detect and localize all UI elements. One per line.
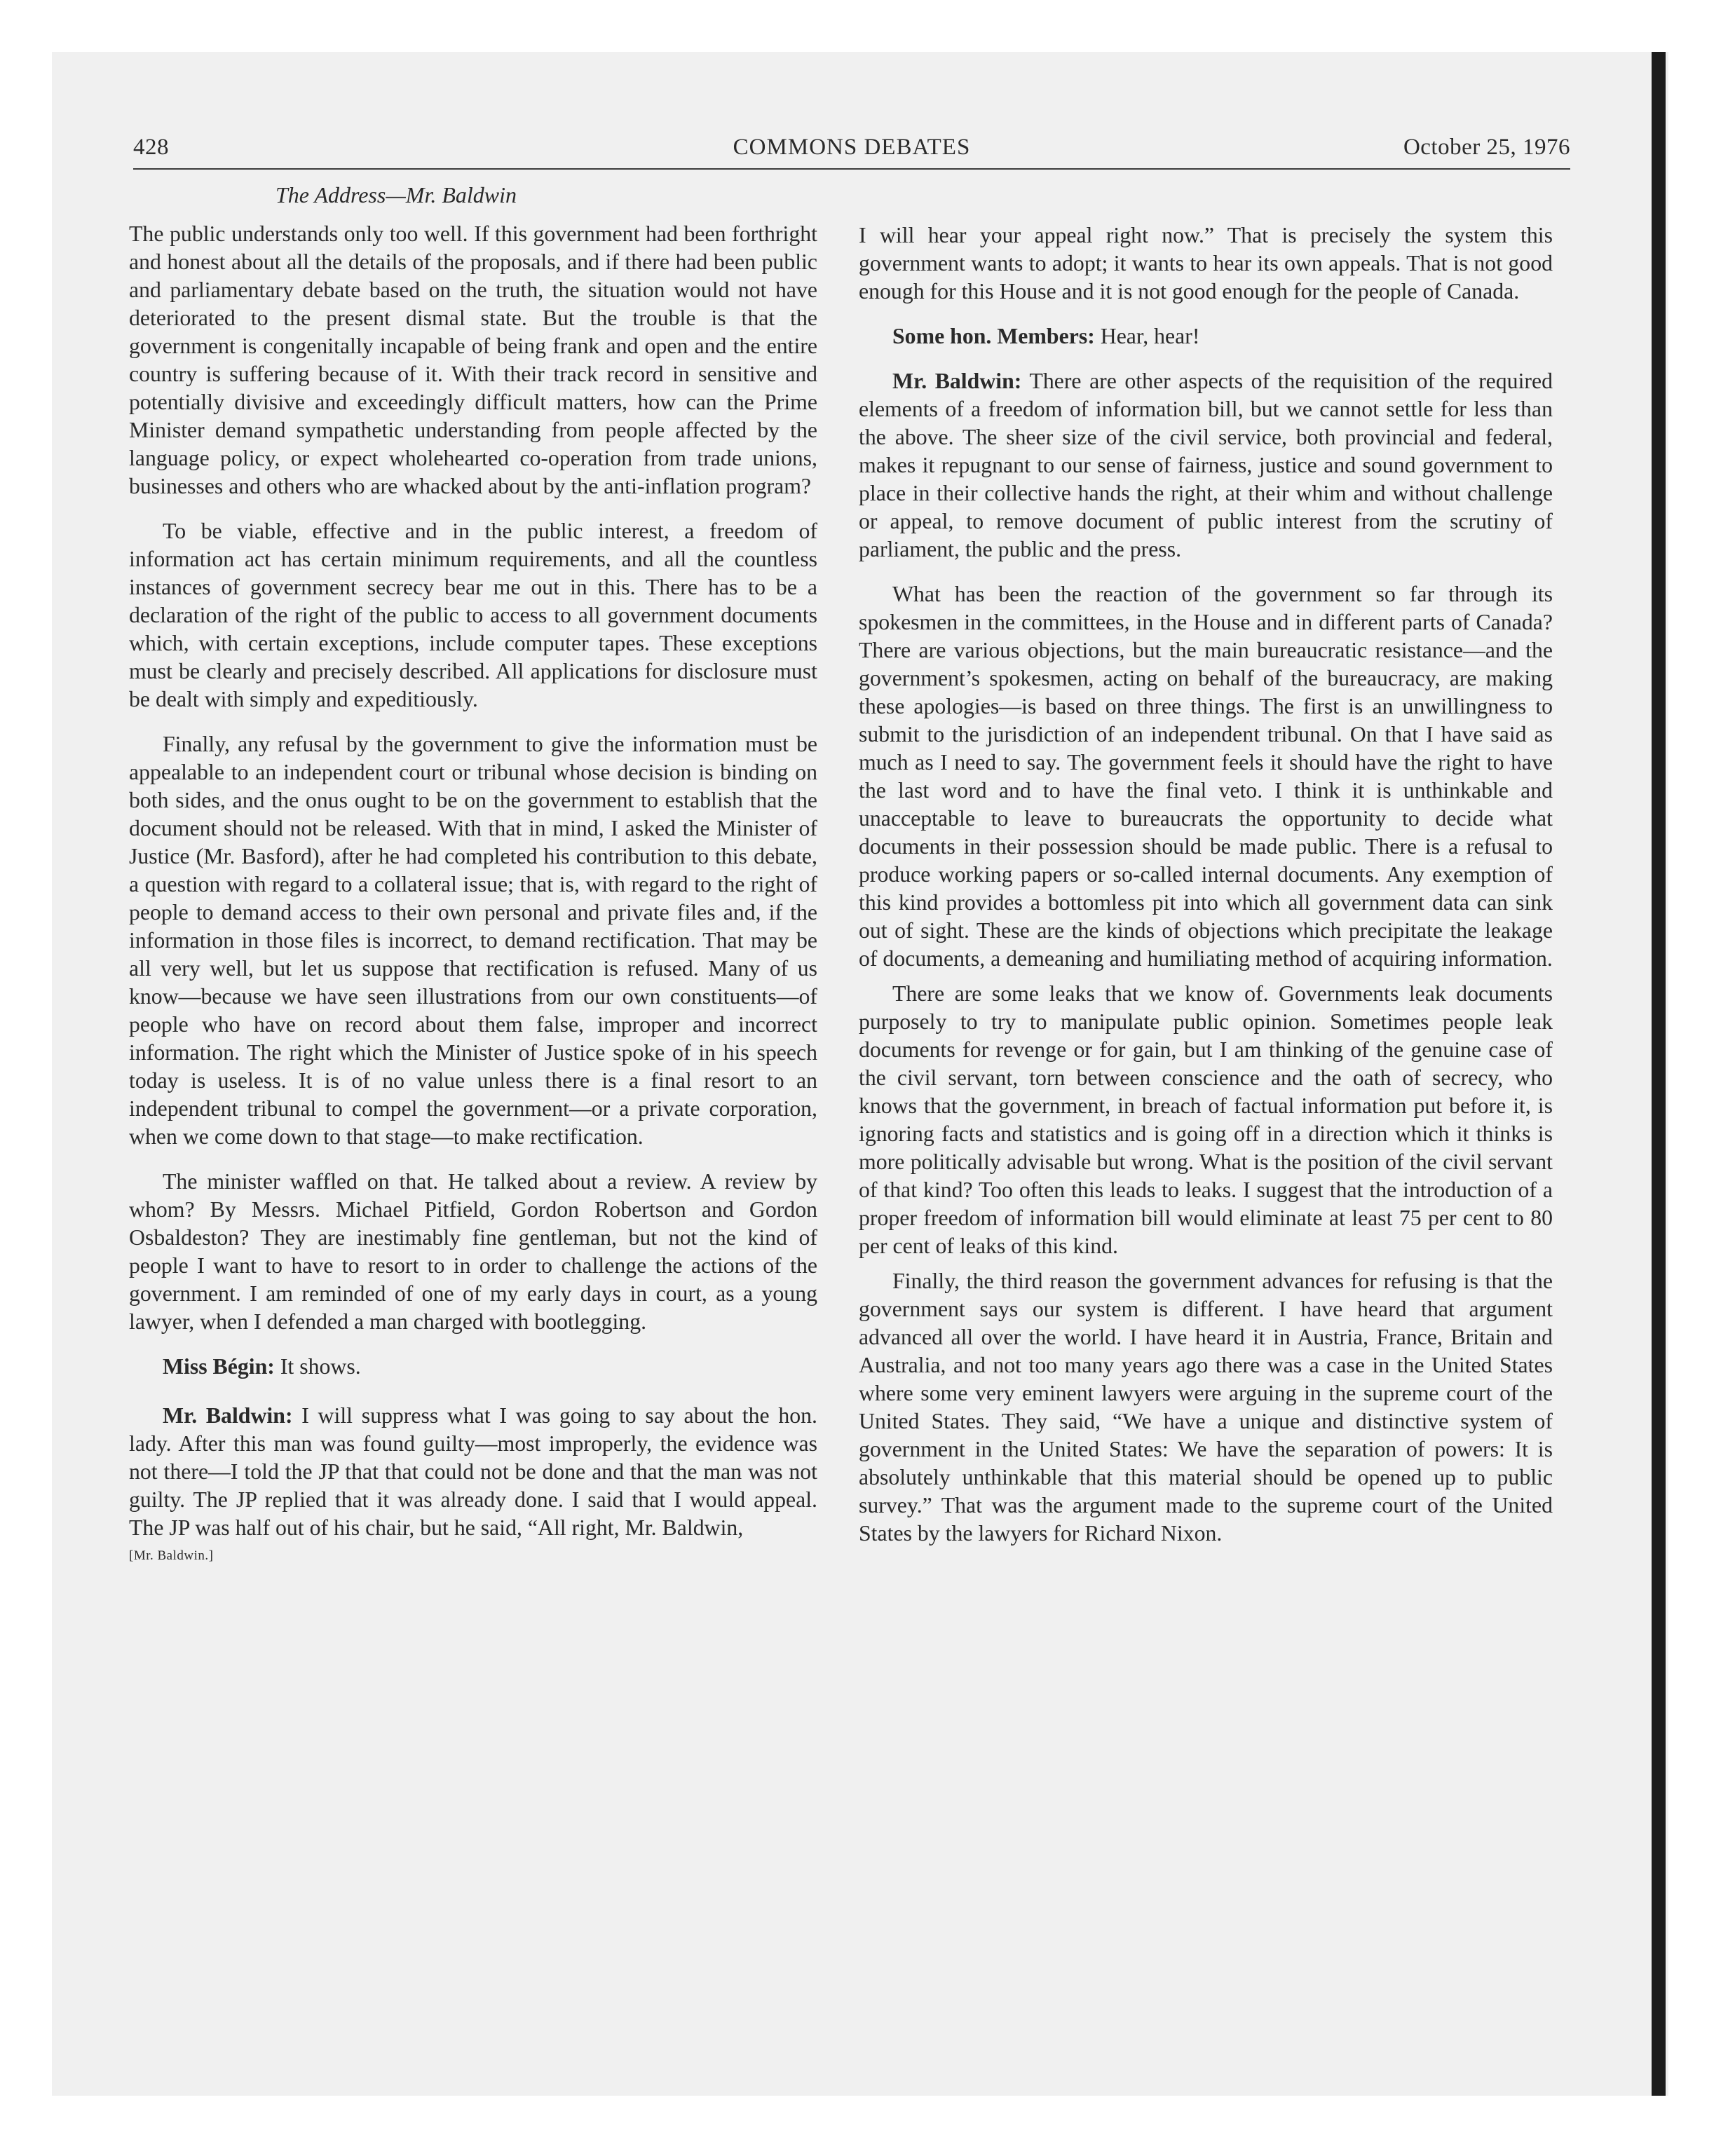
paragraph: What has been the reaction of the government so far through its spokesmen in the committees, in the House and in different parts of Canada? There are various objections, but the main bureaucratic resistance—and the government’s spokesmen, acting on behalf of the bureaucracy, are making these apologies—is based on three things. The first is an unwillingness to submit to the jurisdiction of an independent tribunal. On that I have said as much as I need to say. The government feels it should have the right to have the last word and to have the final veto. I think it is unthinkable and unacceptable to leave to bureaucrats the opportunity to decide what documents in their possession should be made public. There is a refusal to produce working papers or so-called internal documents. Any exemption of this kind provides a bottomless pit into which all government data can sink out of sight. These are the kinds of objections which precipitate the leakage of documents, a demeaning and humiliating method of acquiring information. [859,582,1553,971]
paragraph: I will hear your appeal right now.” That is precisely the system this government wants to adopt; it wants to hear its own appeals. That is not good enough for this House and it is not good enough for the people of Canada. [859,223,1553,303]
page-number: 428 [133,135,169,160]
paragraph: Finally, any refusal by the government to give the information must be appealable to an independent court or tribunal whose decision is binding on both sides, and the onus ought to be on the government to establish that the document should not be released. With that in mind, I asked the Minister of Justice (Mr. Basford), after he had completed his contribution to this debate, a question with regard to a collateral issue; that is, with regard to the right of people to demand access to their own personal and private files and, if the information in those files is incorrect, to demand rectification. That may be all very well, but let us suppose that rectification is refused. Many of us know—because we have seen illustrations from our own constituents—of people who have on record about them false, improper and incorrect information. The right which the Minister of Justice spoke of in his speech today is useless. It is of no value unless there is a final resort to an independent tribunal to compel the government—or a private corporation, when we come down to that stage—to make rectification. [129,732,817,1149]
speech-text: There are other aspects of the requisition of the required elements of a freedom of information bill, but we cannot settle for less than the above. The sheer size of the civil service, both provincial and federal, makes it repugnant to our sense of fairness, justice and sound government to place in their collective hands the right, at their whim and without challenge or appeal, to remove document of public interest from the scrutiny of parliament, the public and the press. [859,369,1553,561]
speaker-name: Some hon. Members: [892,324,1095,348]
paragraph: The minister waffled on that. He talked about a review. A review by whom? By Messrs. Michael Pitfield, Gordon Robertson and Gordon Osbaldeston? They are inestimably fine gentleman, but not the kind of people I want to have to resort to in order to challenge the actions of the government. I am reminded of one of my early days in court, as a young lawyer, when I defended a man charged with bootlegging. [129,1169,817,1334]
speech-baldwin [859,367,1553,564]
section-subheading: The Address—Mr. Baldwin [275,182,517,207]
left-column [129,181,817,1564]
right-column [859,221,1553,1564]
speaker-name: Miss Bégin: [163,1354,275,1379]
speaker-name: Mr. Baldwin: [892,369,1022,393]
paragraph: The public understands only too well. If this government had been forthright and honest about all the details of the proposals, and if there had been public and parliamentary debate based on the truth, the situation would not have deteriorated to the present dismal state. But the trouble is that the government is congenitally incapable of being frank and open and the entire country is suffering because of it. With their track record in sensitive and potentially divisive and exceedingly difficult matters, how can the Prime Minister demand sympathetic understanding from people affected by the language policy, or expect wholehearted co-operation from trade unions, businesses and others who are whacked about by the anti-inflation program? [129,221,817,498]
speech-text: Hear, hear! [1100,324,1200,348]
paragraph: Finally, the third reason the government advances for refusing is that the government says our system is different. I have heard that argument advanced all over the world. I have heard it in Austria, France, Britain and Australia, and not too many years ago there was a case in the United States where some very eminent lawyers were arguing in the supreme court of the United States. They said, “We have a unique and distinctive system of government in the United States: We have the separation of powers: It is absolutely unthinkable that this material should be opened up to public survey.” That was the argument made to the supreme court of the United States by the lawyers for Richard Nixon. [859,1269,1553,1546]
speech-begin [129,1353,817,1381]
issue-date: October 25, 1976 [1403,135,1570,160]
paragraph: There are some leaks that we know of. Governments leak documents purposely to try to manipulate public opinion. Sometimes people leak documents for revenge or for gain, but I am thinking of the genuine case of the civil servant, torn between conscience and the oath of secrecy, who knows that the government, in breach of factual information put before it, is ignoring facts and statistics and is going off in a direction which it thinks is more politically advisable but wrong. What is the position of the civil servant of that kind? Too often this leads to leaks. I suggest that the introduction of a proper freedom of information bill would eliminate at least 75 per cent to 80 per cent of leaks of this kind. [859,981,1553,1258]
speaker-footnote: [Mr. Baldwin.] [129,1548,214,1563]
running-header [133,132,1570,170]
speech-text: I will suppress what I was going to say about the hon. lady. After this man was found guilty—most improperly, the evidence was not there—I told the JP that that could not be done and that the man was not guilty. The JP replied that it was already done. I said that I would appeal. The JP was half out of his chair, but he said, “All right, Mr. Baldwin, [129,1403,817,1540]
speech-baldwin [129,1402,817,1542]
publication-title: COMMONS DEBATES [733,135,971,160]
speech-text: It shows. [280,1354,361,1379]
scan-edge-bar [1652,52,1666,2096]
paragraph: To be viable, effective and in the public interest, a freedom of information act has certain minimum requirements, and all the countless instances of government secrecy bear me out in this. There has to be a declaration of the right of the public to access to all government documents which, with certain exceptions, include computer tapes. These exceptions must be clearly and precisely described. All applications for disclosure must be dealt with simply and expeditiously. [129,519,817,711]
speech-members [859,322,1553,350]
speaker-name: Mr. Baldwin: [163,1403,293,1428]
